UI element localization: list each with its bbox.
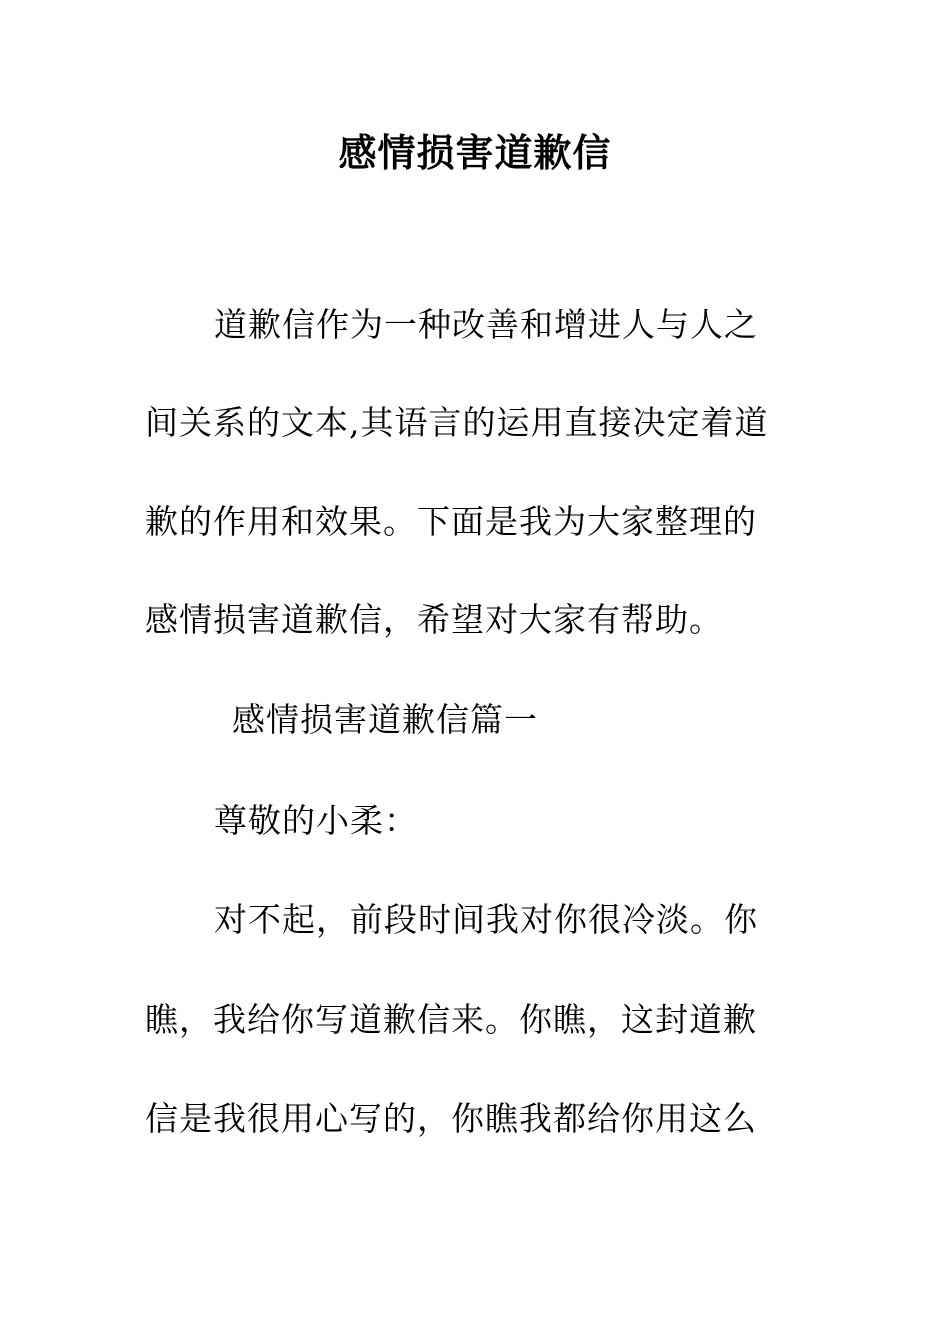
paragraph-line: 歉的作用和效果。下面是我为大家整理的 [145, 502, 757, 541]
salutation: 尊敬的小柔： [214, 801, 418, 840]
document-title: 感情损害道歉信 [338, 130, 612, 175]
paragraph-line: 道歉信作为一种改善和增进人与人之 [214, 305, 758, 344]
section-heading: 感情损害道歉信篇一 [232, 700, 538, 739]
paragraph-line: 间关系的文本,其语言的运用直接决定着道 [145, 403, 769, 442]
paragraph-line: 感情损害道歉信，希望对大家有帮助。 [145, 600, 723, 639]
paragraph-line: 对不起，前段时间我对你很冷淡。你 [214, 900, 758, 939]
paragraph-line: 瞧，我给你写道歉信来。你瞧，这封道歉 [145, 1000, 757, 1039]
paragraph-line: 信是我很用心写的，你瞧我都给你用这么 [145, 1099, 757, 1138]
